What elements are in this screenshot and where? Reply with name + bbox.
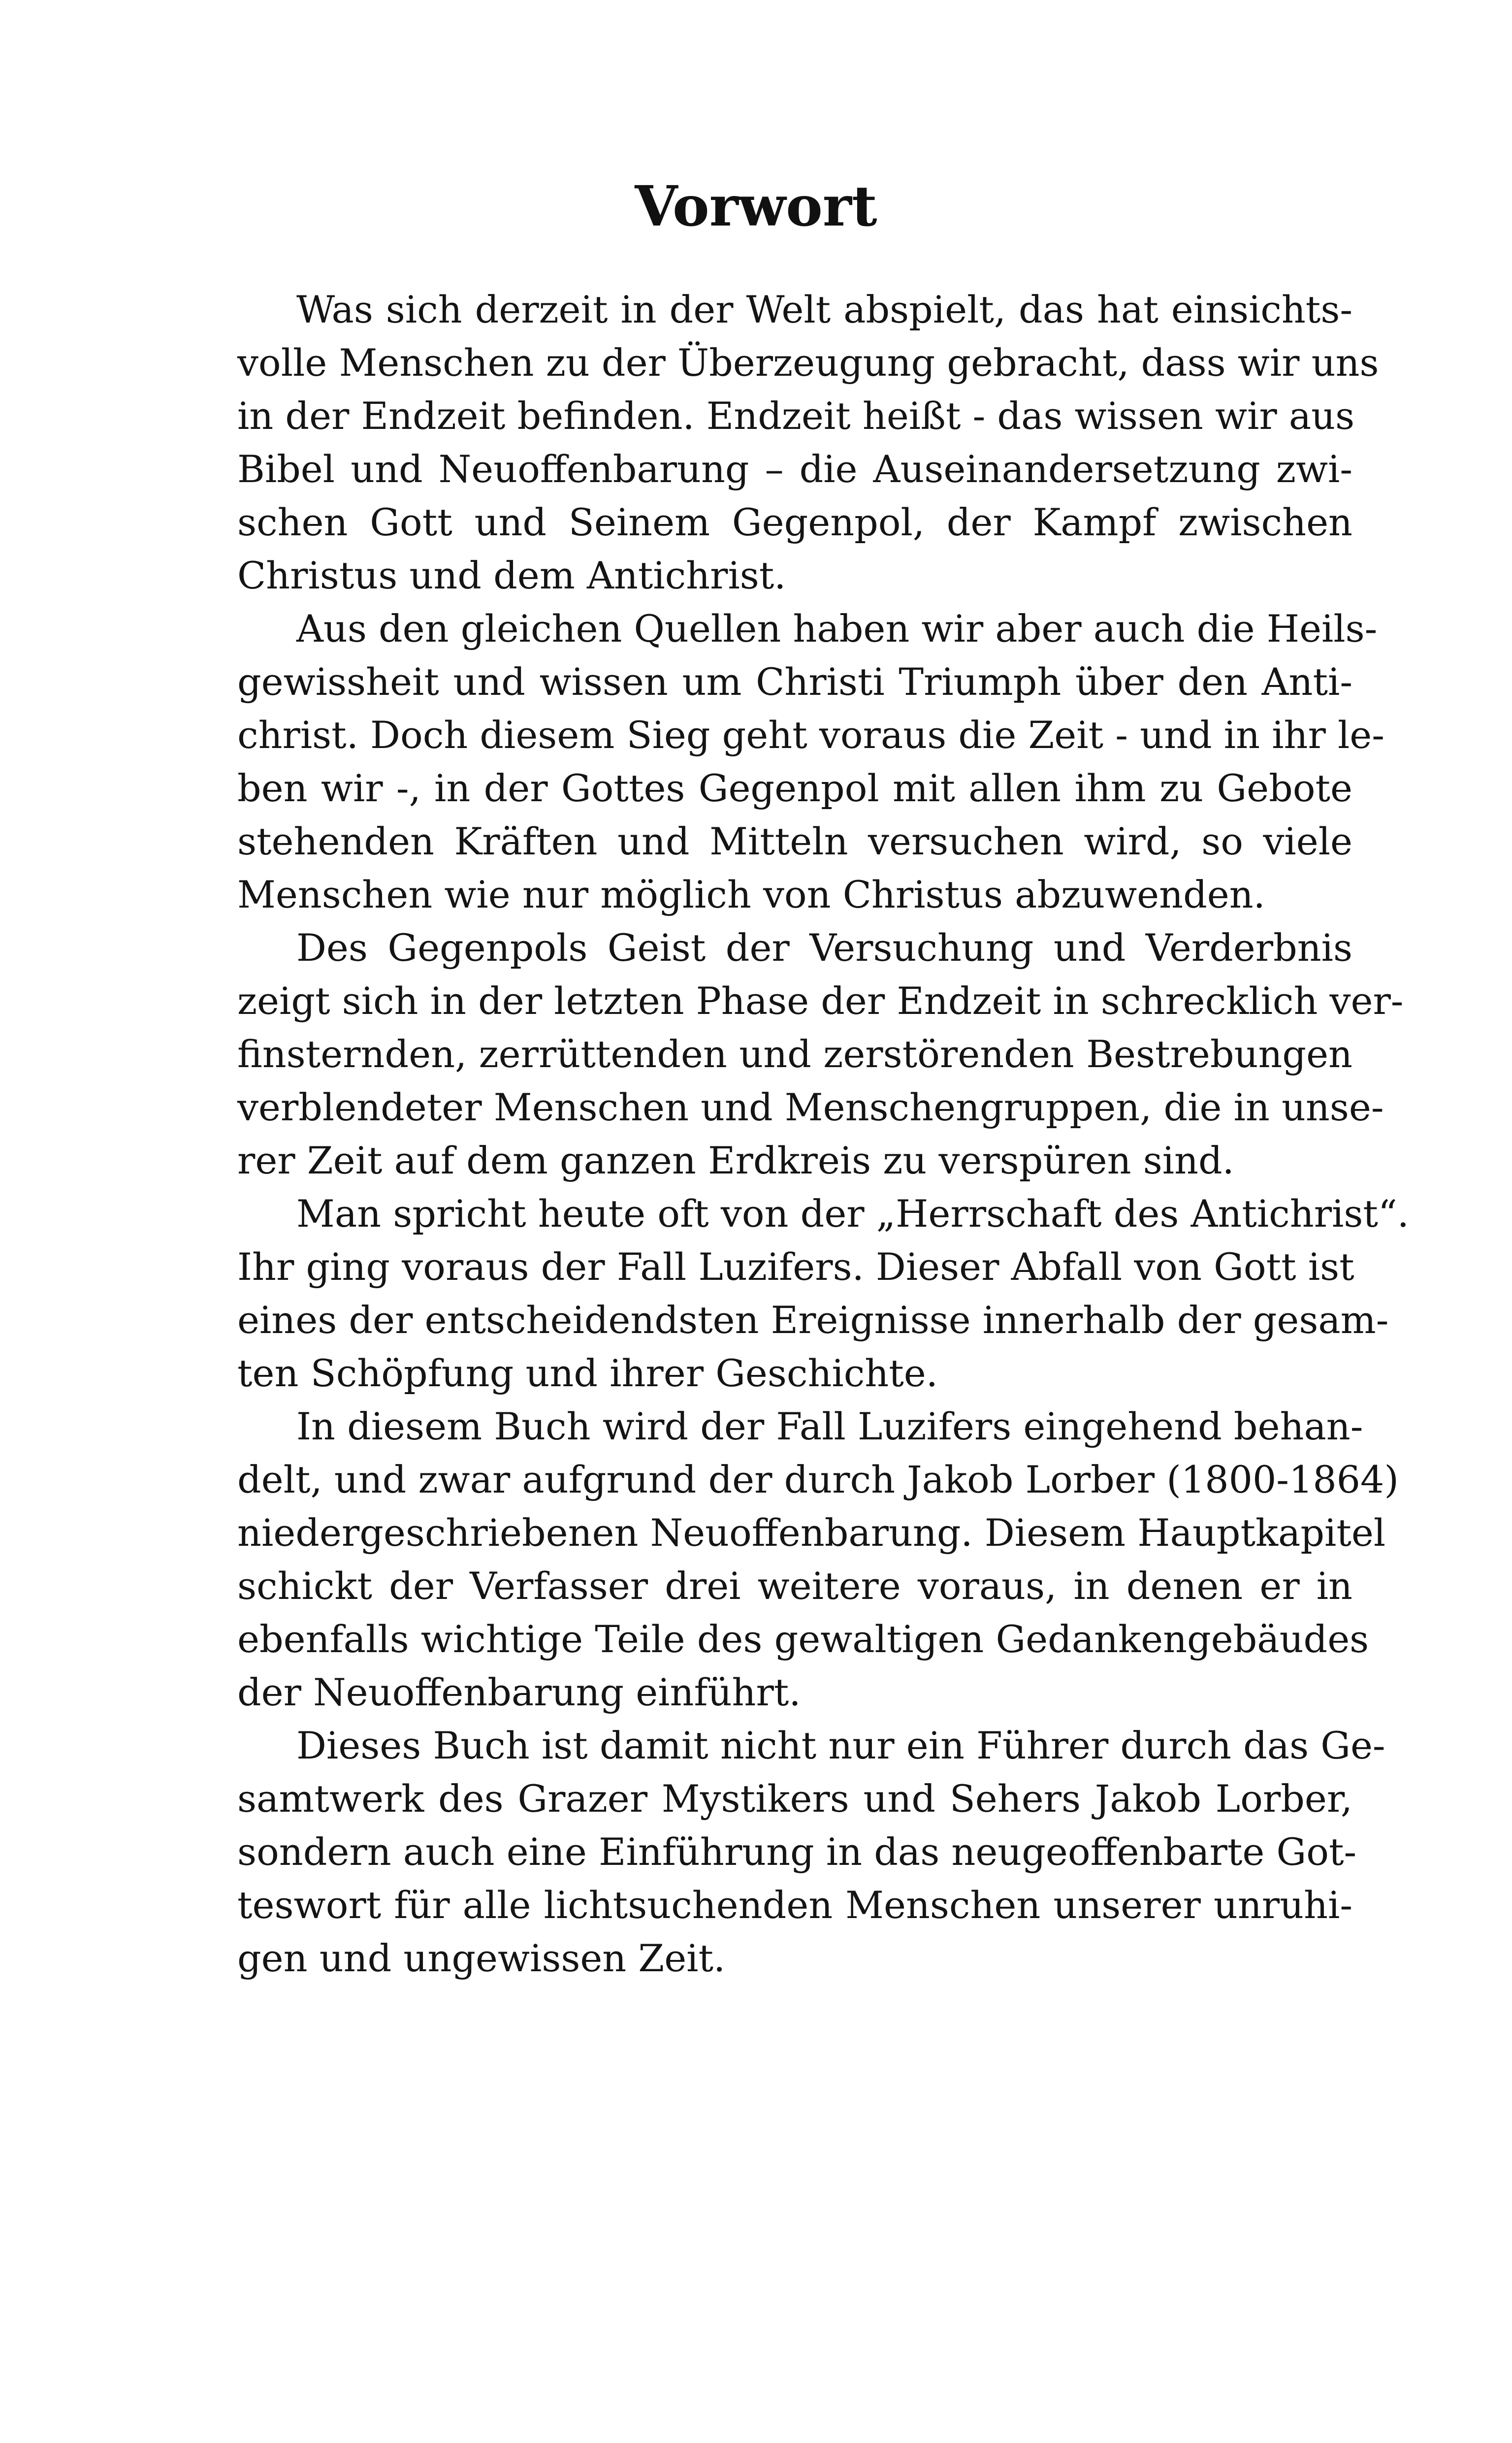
text-line: In diesem Buch wird der Fall Luzifers eingehend behan- [296, 1404, 1363, 1448]
paragraph [178, 602, 1384, 921]
paragraph [178, 283, 1379, 602]
text-line: eines der entscheidendsten Ereignisse innerhalb der gesam- [237, 1298, 1389, 1342]
text-line: der Neuoffenbarung einführt. [237, 1670, 801, 1714]
text-line: ten Schöpfung und ihrer Geschichte. [237, 1351, 938, 1395]
paragraph [178, 1719, 1385, 1985]
text-line: ebenfalls wichtige Teile des gewaltigen Gedankengebäudes [237, 1617, 1369, 1661]
paragraph [178, 1400, 1399, 1719]
text-line: stehenden Kräften und Mitteln versuchen wird, so viele [237, 819, 1352, 863]
text-line: Des Gegenpols Geist der Versuchung und Verderbnis [296, 926, 1352, 970]
text-line: Menschen wie nur möglich von Christus abzuwenden. [237, 873, 1265, 916]
body-text [178, 283, 1409, 1985]
text-line: schickt der Verfasser drei weitere voraus, in denen er in [237, 1564, 1352, 1608]
text-line: sondern auch eine Einführung in das neugeoffenbarte Got- [237, 1830, 1357, 1874]
text-line: schen Gott und Seinem Gegenpol, der Kampf zwischen [237, 500, 1352, 544]
text-line: finsternden, zerrüttenden und zerstörenden Bestrebungen [237, 1032, 1352, 1076]
text-line: samtwerk des Grazer Mystikers und Sehers Jakob Lorber, [237, 1777, 1352, 1821]
text-line: delt, und zwar aufgrund der durch Jakob Lorber (1800-1864) [237, 1458, 1399, 1501]
text-line: gen und ungewissen Zeit. [237, 1936, 726, 1980]
text-line: Christus und dem Antichrist. [237, 554, 786, 597]
text-line: verblendeter Menschen und Menschengruppen, die in unse- [237, 1085, 1384, 1129]
text-line: Ihr ging voraus der Fall Luzifers. Dieser Abfall von Gott ist [237, 1245, 1354, 1289]
text-line: volle Menschen zu der Überzeugung gebracht, dass wir uns [237, 341, 1379, 385]
text-line: gewissheit und wissen um Christi Triumph über den Anti- [237, 660, 1352, 704]
text-line: in der Endzeit befinden. Endzeit heißt - das wissen wir aus [237, 394, 1355, 438]
text-line: Bibel und Neuoffenbarung – die Auseinandersetzung zwi- [237, 447, 1352, 491]
text-line: niedergeschriebenen Neuoffenbarung. Diesem Hauptkapitel [237, 1511, 1386, 1555]
text-line: ben wir -, in der Gottes Gegenpol mit allen ihm zu Gebote [237, 766, 1352, 810]
text-line: christ. Doch diesem Sieg geht voraus die Zeit - und in ihr le- [237, 713, 1384, 757]
text-line: Man spricht heute oft von der „Herrschaft des Antichrist“. [296, 1192, 1409, 1236]
text-line: rer Zeit auf dem ganzen Erdkreis zu verspüren sind. [237, 1139, 1234, 1182]
text-line: Was sich derzeit in der Welt abspielt, das hat einsichts- [296, 288, 1352, 331]
text-line: Aus den gleichen Quellen haben wir aber auch die Heils- [296, 607, 1378, 651]
page-title: Vorwort [635, 174, 877, 239]
paragraph [178, 921, 1404, 1187]
paragraph [178, 1187, 1409, 1400]
text-line: Dieses Buch ist damit nicht nur ein Führer durch das Ge- [296, 1724, 1385, 1767]
text-line: zeigt sich in der letzten Phase der Endzeit in schrecklich ver- [237, 979, 1404, 1023]
text-line: teswort für alle lichtsuchenden Menschen unserer unruhi- [237, 1883, 1352, 1927]
